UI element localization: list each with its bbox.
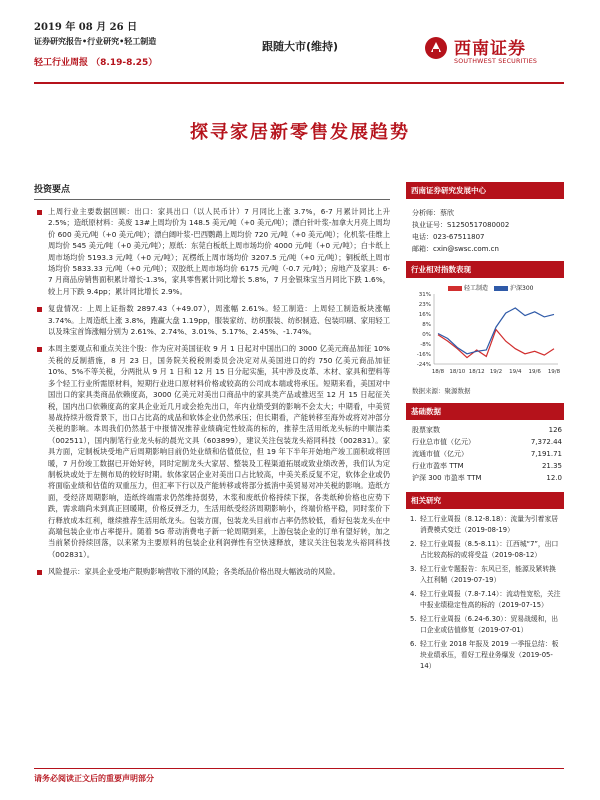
y-tick-label: 23% — [418, 302, 431, 308]
related-item-text: 轻工行业周报（7.8-7.14）：流动性宽松，关注中报业绩稳定性高的标的（2019-07-15） — [420, 590, 561, 609]
legend-item-hs300 — [494, 283, 533, 292]
basic-data-row — [406, 460, 564, 472]
y-tick-label: 16% — [418, 312, 431, 318]
basic-data-label: 行业市盈率 TTM — [412, 462, 464, 470]
basic-data-value: 7,372.44 — [530, 438, 562, 446]
y-tick-label: -8% — [420, 342, 431, 348]
basic-data-table — [406, 420, 564, 484]
legend-label: 轻工制造 — [464, 285, 489, 292]
index-chart — [406, 278, 564, 382]
logo-mark-icon — [424, 36, 448, 60]
index-chart-header: 行业相对指数表现 — [406, 261, 564, 278]
y-tick-label: 31% — [418, 292, 431, 298]
rating: 跟随大市(维持) — [262, 40, 339, 53]
basic-data-label: 行业总市值（亿元） — [412, 438, 475, 446]
related-item-text: 轻工行业周报（6.24-6.30）：贸易战缓和，出口企业或估值修复（2019-07-01） — [420, 615, 559, 634]
legend-item-light — [448, 283, 488, 292]
summary-bullet: 复盘情况：上周上证指数 2897.43（+49.07），周涨幅 2.61%。轻工制造：上周轻工制造板块涨幅 3.74%。上周造纸上涨 3.8%，跑赢大盘 1.19pp，服装家纺、纺织服装、纺织制造、包装印刷、家用轻工以及珠宝首饰涨幅分别为 2.61%、2.74%、3.01%、5.17%、2.45%、-1.74%。 — [34, 303, 390, 337]
page-title: 探寻家居新零售发展趋势 — [190, 122, 410, 143]
x-tick-label: 18/12 — [468, 369, 485, 375]
basic-data-label: 股票家数 — [412, 426, 440, 434]
y-tick-label: 8% — [422, 322, 431, 328]
related-item-number: 5. — [410, 615, 417, 623]
basic-data-row — [406, 472, 564, 484]
related-item-text: 轻工行业周报（8.12-8.18）：流量为引着家居消费模式变迁（2019-08-19） — [420, 515, 559, 534]
related-item[interactable] — [408, 639, 562, 672]
related-item[interactable] — [408, 514, 562, 536]
analyst-cert: 执业证号：S1250517080002 — [412, 221, 510, 229]
y-tick-label: 0% — [422, 332, 431, 338]
report-date: 2019 年 08 月 26 日 — [34, 22, 138, 33]
x-tick-label: 18/8 — [431, 369, 445, 375]
y-tick-label: -24% — [416, 362, 431, 368]
summary-bullet: 上周行业主要数据回顾：出口：家具出口（以人民币计）7 月同比上涨 3.7%，6-7 月累计同比上升 2.5%；造纸原材料：美废 13#上周均价为 148.5 美元/吨（+0 美元/吨）；漂白针叶浆-加拿大月亮上周均价 600 美元/吨（+0 美元/吨）；漂白阔叶浆-巴西鹦鹉上周均价 720 元/吨（+0 美元/吨）；化机浆-佳维上周均价 545 美元/吨（+0 美元/吨）；原纸：东莞白板纸上周市场均价 4000 元/吨（+0 元/吨）；白卡纸上周市场均价 5193.3 元/吨（+0 元/吨）；瓦楞纸上周市场均价 3207.5 元/吨（+0 元/吨）；铜板纸上周市场均价 5833.33 元/吨（+0 元/吨）；双胶纸上周市场均价 6175 元/吨（-0.7 元/吨）；房地产及家具：6-7 月商品房销售面积累计增长-1.3%，家具零售累计同比增长 5.8%，7 月金银珠宝当月同比下跌 1.6%，较上月下跌 9.4pp；累计同比增长 2.9%。 — [34, 206, 390, 297]
basic-data-row — [406, 436, 564, 448]
analyst-phone: 电话：023-67511807 — [412, 233, 485, 241]
related-item[interactable] — [408, 539, 562, 561]
series-line-light-industry — [438, 330, 554, 358]
summary-bullet: 风险提示：家具企业受地产限购影响营收下滑的风险；各类纸品价格出现大幅波动的风险。 — [34, 566, 390, 577]
analyst-info — [406, 199, 564, 261]
summary-column — [34, 182, 390, 584]
basic-data-value: 126 — [548, 426, 562, 434]
basic-data-row — [406, 424, 564, 436]
related-list — [406, 509, 564, 672]
related-item-text: 轻工行业 2018 年报及 2019 一季报总结：板块业绩承压，看好工程业务爆发（2019-05-14） — [420, 640, 559, 670]
report-meta — [34, 18, 264, 68]
logo-name: 西南证券 — [454, 39, 526, 59]
related-item[interactable] — [408, 564, 562, 586]
summary-bullet: 本周主要观点和重点关注个股：作为应对美国征收 9 月 1 日起对中国出口的 3000 亿美元商品加征 10%关税的反制措施，8 月 23 日，国务院关税税则委员会决定对从美国进口的约 750 亿美元商品加征 10%、5%不等关税，分两批从 9 月 1 日和 12 月 15 日分起实施，其中涉及皮革、木材、家具和塑料等多个轻工行业所需原材料，短期行业进口原材料价格或较高的公司成本端或将承压。短期来看，美国对中国出口的家具类商品依赖度高，3000 亿美元对美出口商品中的家具类产品或推迟至 12 月 15 日起征关税，国内出口依赖度高的家具企业近几月或会抢先出口，年内业绩受到的影响不会太大；中期看，中美贸易战持续升级背景下，出口占比高的成品和软体企业仍然承压；但长期看，产能转移至海外或将对冲部分关税的影响。本周我们仍然基于中报情况推荐业绩确定性较高的标的，推荐生活用纸龙头标的中顺洁柔（002511），国内制笔行业龙头标的晨光文具（603899），建议关注包装龙头裕同科技（002831）。家具方面，定制板块受地产后周期影响目前仍处业绩和估值低位，但 19 年下半年开始地产竣工面积或将回暖，7 月份竣工数据已开始好转，同时定制龙头大家居、整装及工程渠道拓展或致业绩改善，我们认为定制板块或处于左侧布局的较好时期。软体家居企业对美出口占比较高，中美关系反复不定，软体企业或仍将面临业绩和估值的双重压力，但汇率下行以及产能转移或将部分抵消中美贸易对冲关税的影响。造纸方面，受经济周期影响，造纸终端需求仍然维持弱势，木浆和废纸价格持续下探，各类纸种价格也应势下跌，需求端尚未到真正回暖期，价格反弹乏力，生活用纸受经济周期影响小，终端价格平稳，同时浆价下行释放成本红利，继续推荐生活用纸龙头。包装方面，包装龙头目前市占率仍然较低，看好包装龙头在中高端包装企业市占率提升。随着 5G 带动消费电子新一轮周期到来，上游包装企业的订单有望好转，加之当前紧价持续回落，以来紧为主要原料的包装企业利润弹性有空快速释放，建议关注包装龙头裕同科技（002831）。 — [34, 343, 390, 560]
x-tick-label: 19/8 — [547, 369, 561, 375]
basic-data-value: 21.35 — [541, 462, 562, 470]
related-item-number: 2. — [410, 540, 417, 548]
basic-data-value: 12.0 — [546, 474, 562, 482]
company-logo — [424, 34, 564, 74]
legend-label: 沪深300 — [510, 285, 534, 292]
related-item-number: 4. — [410, 590, 417, 598]
related-header: 相关研究 — [406, 492, 564, 509]
x-tick-label: 19/6 — [528, 369, 541, 375]
basic-data-label: 流通市值（亿元） — [412, 450, 468, 458]
summary-heading: 投资要点 — [34, 182, 390, 200]
footer-divider — [34, 768, 564, 769]
analyst-name: 分析师：蔡欣 — [412, 209, 454, 217]
related-item[interactable] — [408, 614, 562, 636]
x-tick-label: 19/2 — [489, 369, 503, 375]
y-tick-label: -16% — [416, 352, 431, 358]
report-categories: 证券研究报告•行业研究•轻工制造 — [34, 37, 157, 46]
related-item-number: 6. — [410, 640, 417, 648]
index-chart-svg — [406, 278, 564, 382]
weekly-title: 轻工行业周报 （8.19-8.25） — [34, 58, 158, 68]
basic-data-header: 基础数据 — [406, 403, 564, 420]
related-item-text: 轻工行业周报（8.5-8.11）：江西城“7”，出口占比较高标的或将受益（2019-08-12） — [420, 540, 559, 559]
x-tick-label: 18/10 — [449, 369, 466, 375]
related-item[interactable] — [408, 589, 562, 611]
header-divider — [34, 82, 564, 84]
basic-data-row — [406, 448, 564, 460]
sidebar — [406, 182, 564, 675]
logo-en: SOUTHWEST SECURITIES — [454, 58, 538, 65]
chart-legend — [448, 283, 533, 292]
analyst-section-header: 西南证券研究发展中心 — [406, 182, 564, 199]
analyst-email[interactable]: 邮箱：cxin@swsc.com.cn — [412, 245, 499, 253]
footer-disclaimer: 请务必阅读正文后的重要声明部分 — [34, 774, 154, 783]
related-item-number: 3. — [410, 565, 417, 573]
x-tick-label: 19/4 — [509, 369, 522, 375]
chart-source: 数据来源：聚源数据 — [412, 387, 471, 395]
basic-data-value: 7,191.71 — [530, 450, 562, 458]
related-item-text: 轻工行业专题报告：东风已至，能源及紧转换入扛利鞘（2019-07-19） — [420, 565, 556, 584]
related-item-number: 1. — [410, 515, 417, 523]
basic-data-label: 沪深 300 市盈率 TTM — [412, 474, 482, 482]
